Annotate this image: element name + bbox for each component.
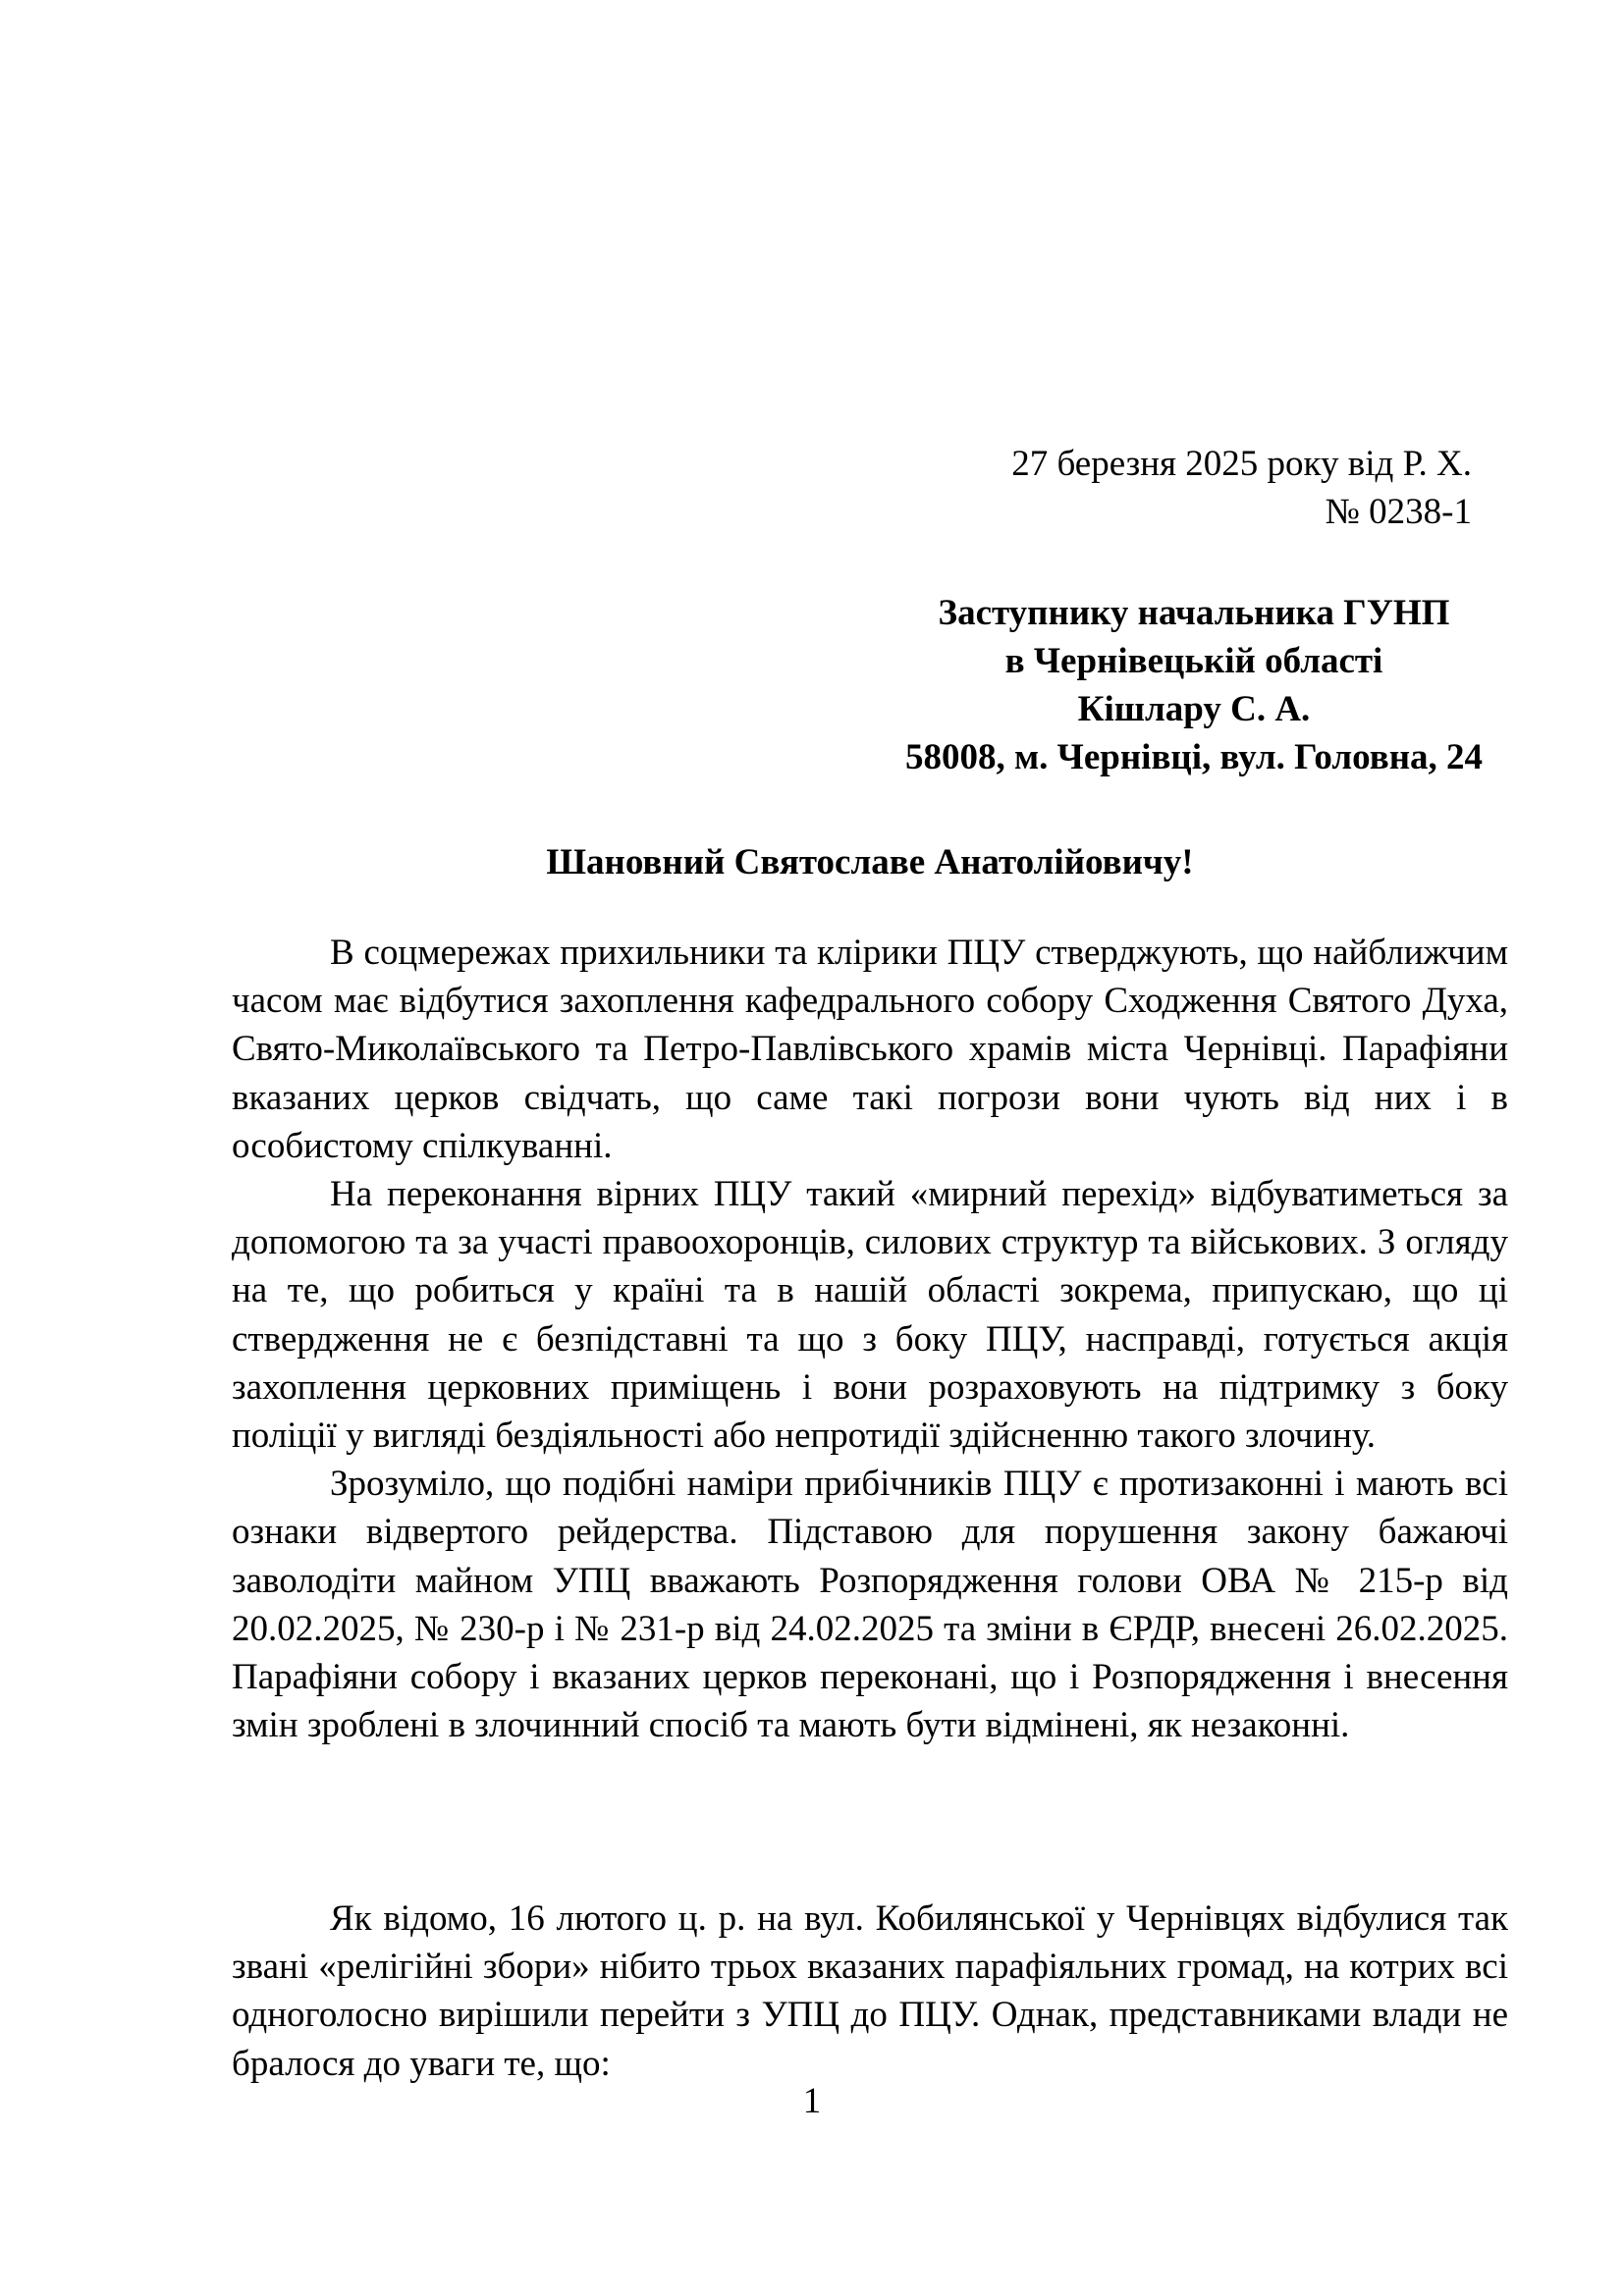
addressee-name: Кішлару С. А. (1077, 689, 1311, 729)
addressee-position: Заступнику начальника ГУНП (938, 593, 1450, 633)
page-number: 1 (802, 2081, 822, 2121)
letter-body-continued (232, 1895, 1508, 2088)
body-paragraph: В соцмережах прихильники та клірики ПЦУ стверджують, що найближчим часом має відбутися захоплення кафедрального собору Сходження Святого Духа, Свято-Миколаївського та Петро-Павлівського храмів міста Чернівці. Парафіяни вказаних церков свідчать, що саме такі погрози вони чують від них і в особистому спілкуванні. (232, 933, 1508, 1166)
body-paragraph: Як відомо, 16 лютого ц. р. на вул. Кобилянської у Чернівцях відбулися так звані «релігійні збори» нібито трьох вказаних парафіяльних громад, на котрих всі одноголосно вирішили перейти з УПЦ до ПЦУ. Однак, представниками влади не бралося до уваги те, що: (232, 1898, 1508, 2084)
letter-meta (1011, 440, 1472, 536)
body-paragraph: Зрозуміло, що подібні наміри прибічників ПЦУ є протизаконні і мають всі ознаки відвертого рейдерства. Підставою для порушення закону бажаючі заволодіти майном УПЦ вважають Розпорядження голови ОВА № 215-р від 20.02.2025, № 230-р і № 231-р від 24.02.2025 та зміни в ЄРДР, внесені 26.02.2025. Парафіяни собору і вказаних церков переконані, що і Розпорядження і внесення змін зроблені в злочинний спосіб та мають бути відмінені, як незаконні. (232, 1464, 1508, 1746)
letter-date: 27 березня 2025 року від Р. Х. (1011, 444, 1472, 484)
salutation: Шановний Святославе Анатолійовичу! (546, 842, 1194, 882)
letter-reference-number: № 0238-1 (1325, 492, 1472, 532)
body-paragraph: На переконання вірних ПЦУ такий «мирний перехід» відбуватиметься за допомогою та за участі правоохоронців, силових структур та військових. З огляду на те, що робиться у країні та в нашій області зокрема, припускаю, що ці ствердження не є безпідставні та що з боку ПЦУ, насправді, готується акція захоплення церковних приміщень і вони розраховують на підтримку з боку поліції у вигляді бездіяльності або непротидії здійсненню такого злочину. (232, 1174, 1508, 1457)
addressee-block (880, 589, 1508, 781)
addressee-region: в Чернівецькій області (1004, 641, 1383, 681)
letter-body (232, 929, 1508, 1749)
addressee-address: 58008, м. Чернівці, вул. Головна, 24 (904, 737, 1484, 777)
